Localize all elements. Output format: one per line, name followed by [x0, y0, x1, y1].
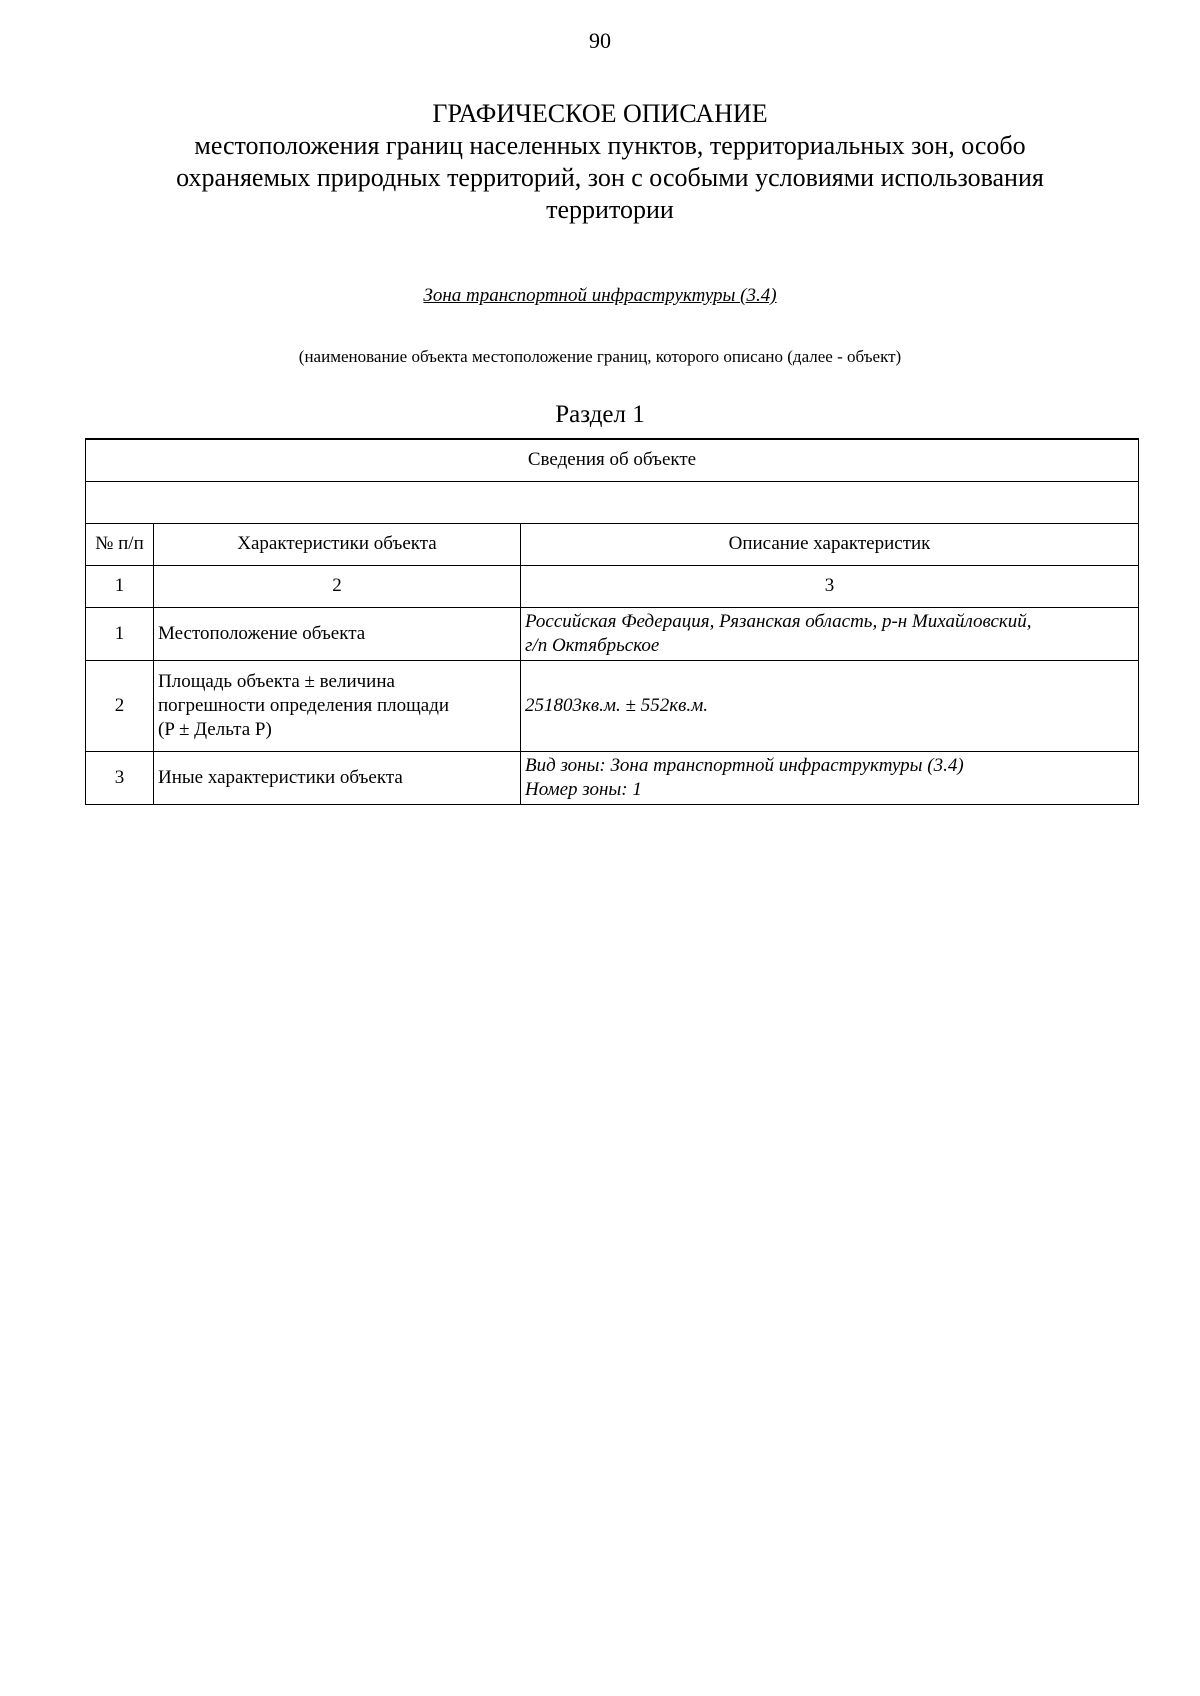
- page-number: 90: [589, 28, 611, 53]
- row-characteristic: [154, 660, 521, 751]
- object-name-text: Зона транспортной инфраструктуры (3.4): [423, 285, 777, 306]
- column-number: 2: [154, 565, 521, 607]
- row-characteristic: [154, 751, 521, 804]
- characteristic-line: Местоположение объекта: [158, 622, 366, 644]
- row-number: 1: [86, 607, 154, 660]
- column-number: 1: [86, 565, 154, 607]
- characteristic-line: (P ± Дельта P): [158, 718, 272, 740]
- characteristic-line: погрешности определения площади: [158, 694, 450, 716]
- description-line: г/п Октябрьское: [525, 634, 660, 656]
- table-row: [86, 660, 1139, 751]
- object-name: [0, 285, 1200, 307]
- object-info-table: [85, 438, 1139, 805]
- description-line: Номер зоны: 1: [525, 778, 642, 800]
- row-description: [521, 607, 1139, 660]
- document-title: ГРАФИЧЕСКОЕ ОПИСАНИЕ: [432, 99, 768, 128]
- subtitle-line: местоположения границ населенных пунктов, территориальных зон, особо: [194, 131, 1026, 160]
- table-empty-row: [86, 481, 1139, 523]
- table-row: [86, 607, 1139, 660]
- description-line: 251803кв.м. ± 552кв.м.: [525, 694, 708, 716]
- characteristic-line: Площадь объекта ± величина: [158, 670, 395, 692]
- description-line: Вид зоны: Зона транспортной инфраструктуры (3.4): [525, 754, 964, 776]
- column-number: 3: [521, 565, 1139, 607]
- object-caption: (наименование объекта местоположение границ, которого описано (далее - объект): [298, 347, 902, 366]
- table-column-number-row: [86, 565, 1139, 607]
- table-caption-row: [86, 439, 1139, 481]
- characteristic-line: Иные характеристики объекта: [158, 766, 403, 788]
- table-header-row: [86, 523, 1139, 565]
- row-characteristic: [154, 607, 521, 660]
- column-header-description: Описание характеристик: [521, 523, 1139, 565]
- subtitle-line: охраняемых природных территорий, зон с особыми условиями использования: [176, 163, 1044, 192]
- row-description: [521, 751, 1139, 804]
- section-title: Раздел 1: [555, 401, 645, 428]
- column-header-num: № п/п: [86, 523, 154, 565]
- table-empty-cell: [86, 481, 1139, 523]
- row-number: 2: [86, 660, 154, 751]
- row-description: [521, 660, 1139, 751]
- table-row: [86, 751, 1139, 804]
- subtitle-line: территории: [546, 195, 674, 224]
- row-number: 3: [86, 751, 154, 804]
- document-subtitle: [120, 130, 1100, 226]
- column-header-characteristic: Характеристики объекта: [154, 523, 521, 565]
- description-line: Российская Федерация, Рязанская область, р-н Михайловский,: [525, 610, 1032, 632]
- table-caption: Сведения об объекте: [86, 439, 1139, 481]
